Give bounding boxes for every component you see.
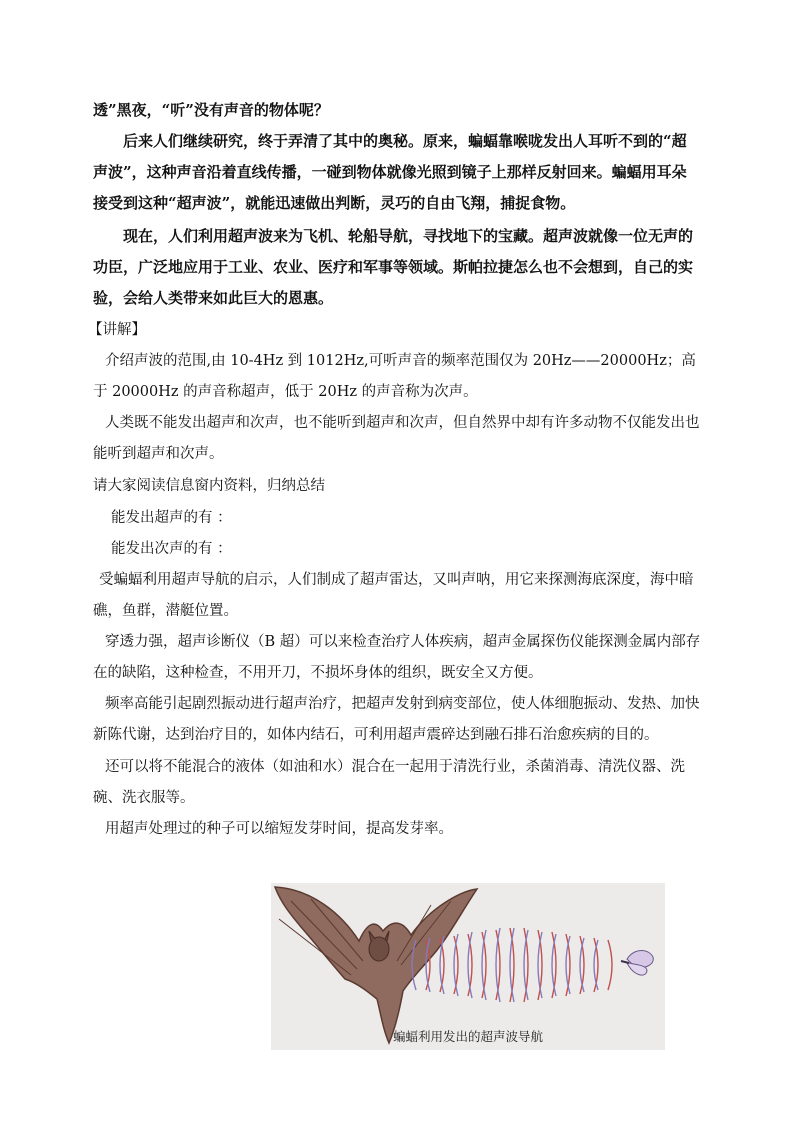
lecture-paragraph-cleaning: 还可以将不能混合的液体（如油和水）混合在一起用于清洗行业，杀菌消毒、清洗仪器、洗碗、洗衣服等。 [93,759,685,806]
wave-arc [608,940,612,990]
lecture-paragraph-human-hearing: 人类既不能发出超声和次声，也不能听到超声和次声，但自然界中却有许多动物不仅能发出也能听到超声和次声。 [93,415,700,462]
lecture-infrasound-animals: 能发出次声的有 ： [111,541,232,557]
lecture-paragraph-sonar: 受蝙蝠利用超声导航的启示，人们制成了超声雷达，又叫声呐，用它来探测海底深度，海中暗礁，鱼群，潜艇位置。 [93,572,694,619]
moth-icon [621,951,653,976]
lecture-paragraph-reading-task: 请大家阅读信息窗内资料，归纳总结 [93,478,325,494]
lecture-ultrasound-animals: 能发出超声的有 ： [111,510,232,526]
story-paragraph-research: 后来人们继续研究，终于弄清了其中的奥秘。原来，蝙蝠靠喉咙发出人耳听不到的“超声波”，这种声音沿着直线传播，一碰到物体就像光照到镜子上那样反射回来。蝙蝠用耳朵接受到这种“超声波”，就能迅速做出判断，灵巧的自由飞翔，捕捉食物。 [93,132,687,212]
lecture-paragraph-b-ultrasound: 穿透力强，超声诊断仪（B 超）可以来检查治疗人体疾病，超声金属探伤仪能探测金属内部存在的缺陷，这种检查，不用开刀，不损坏身体的组织，既安全又方便。 [93,634,701,681]
story-paragraph-applications: 现在，人们利用超声波来为飞机、轮船导航，寻找地下的宝藏。超声波就像一位无声的功臣，广泛地应用于工业、农业、医疗和军事等领域。斯帕拉捷怎么也不会想到，自己的实验，会给人类带来如此巨大的恩惠。 [93,227,694,307]
bat-body-icon [275,887,477,1043]
bat-head-icon [369,937,389,961]
lecture-paragraph-ultrasound-therapy: 频率高能引起剧烈振动进行超声治疗，把超声发射到病变部位，使人体细胞振动、发热、加快新陈代谢，达到治疗目的，如体内结石，可利用超声震碎达到融石排石治愈疾病的目的。 [93,696,700,743]
lecture-heading: 【讲解】 [88,322,146,338]
lecture-paragraph-frequency-range: 介绍声波的范围,由 10-4Hz 到 1012Hz,可听声音的频率范围仅为 20Hz——20000Hz；高于 20000Hz 的声音称超声，低于 20Hz 的声音称为次声。 [93,353,696,400]
bat-ultrasound-figure [271,883,665,1050]
story-continuation-line: 透”黑夜，“听”没有声音的物体呢？ [93,101,329,119]
lecture-paragraph-seeds: 用超声处理过的种子可以缩短发芽时间，提高发芽率。 [105,821,453,837]
figure-caption: 蝙蝠利用发出的超声波导航 [392,1029,543,1044]
bat-illustration [271,883,665,1050]
